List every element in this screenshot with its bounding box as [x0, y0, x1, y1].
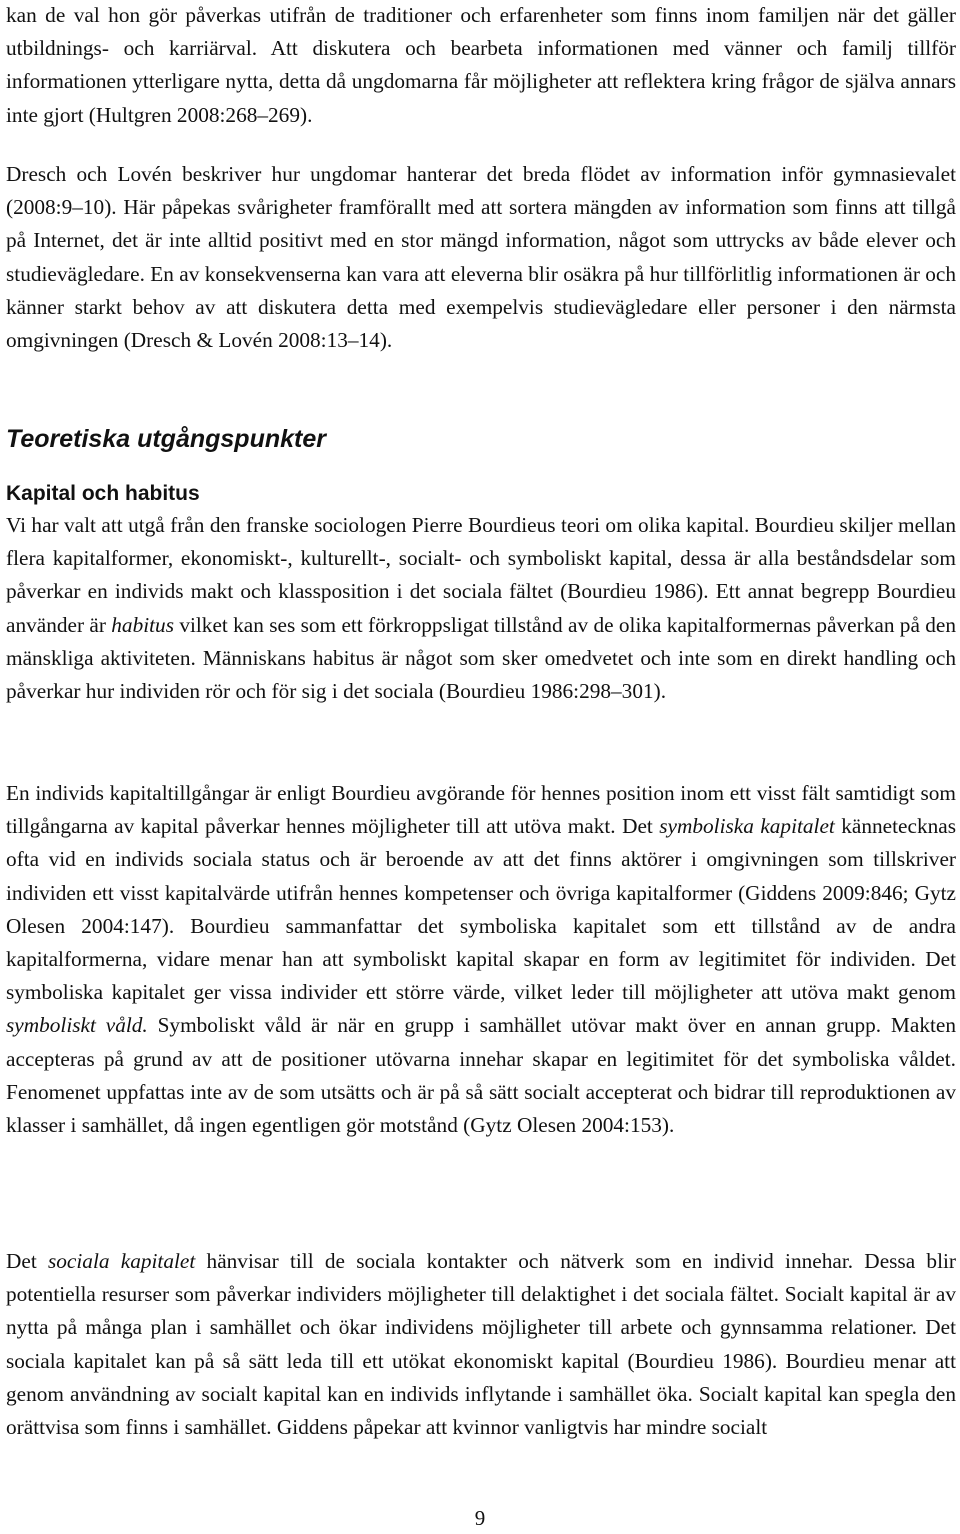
paragraph-2: Dresch och Lovén beskriver hur ungdomar hanterar det breda flödet av information inför gymnasievalet (2008:9–10). Här påpekas svårigheter framförallt med att sortera mängden av information som finns att tillgå på Internet, det är inte alltid positivt med en stor mängd information, något som uttrycks av både elever och studievägledare. En av konsekvenserna kan vara att eleverna blir osäkra på hur tillförlitlig informationen är och känner starkt behov av att diskutera detta med exempelvis studievägledare eller personer i den närmsta omgivningen (Dresch & Lovén 2008:13–14).	[6, 162, 956, 353]
paragraph-3-emphasis: habitus	[111, 612, 174, 637]
paragraph-3	[6, 509, 956, 708]
page-number: 9	[474, 1506, 486, 1530]
paragraph-4-text-b: kännetecknas ofta vid en individs sociala status och är beroende av att det finns aktörer i omgivningen som tillskriver individen ett visst kapitalvärde utifrån hennes kompetenser och övriga kapitalformer (Giddens 2009:846; Gytz Olesen 2004:147). Bourdieu sammanfattar det symboliska kapitalet som ett tillstånd av de andra kapitalformerna, vidare menar han att symboliskt kapital skapar en form av legitimitet för individen. Det symboliska kapitalet ger vissa individer ett större värde, vilket leder till möjligheter att utöva makt genom	[6, 814, 956, 1005]
paragraph-5-emphasis: sociala kapitalet	[48, 1249, 196, 1273]
paragraph-5-text-a: Det	[6, 1249, 48, 1273]
paragraph-3-text-a: Vi har valt att utgå från den franske sociologen Pierre Bourdieus teori om olika kapital. Bourdieu skiljer mellan flera kapitalformer, ekonomiskt-, kulturellt-, socialt- och symboliskt kapital, dessa är alla beståndsdelar som påverkar en individs makt och klassposition i det sociala fältet (Bourdieu 1986). Ett annat begrepp Bourdieu använder är	[6, 513, 956, 637]
paragraph-4-emphasis-2: symboliskt våld.	[6, 1013, 148, 1038]
paragraph-5-text-b: hänvisar till de sociala kontakter och nätverk som en individ innehar. Dessa blir potentiella resurser som påverkar individers möjligheter till delaktighet i det sociala fältet. Socialt kapital är av nytta på många plan i samhället och ökar individens möjligheter till arbete och gynnsamma relationer. Det sociala kapitalet kan på så sätt leda till ett utökat ekonomiskt kapital (Bourdieu 1986). Bourdieu menar att genom användning av socialt kapital kan en individs inflytande i samhället öka. Socialt kapital kan spegla den orättvisa som finns i samhället. Giddens påpekar att kvinnor vanligtvis har mindre socialt	[6, 1249, 956, 1440]
paragraph-1: kan de val hon gör påverkas utifrån de traditioner och erfarenheter som finns inom familjen när det gäller utbildnings- och karriärval. Att diskutera och bearbeta informationen med vänner och familj tillför informationen ytterligare nytta, detta då ungdomarna får möjligheter att reflektera kring frågor de själva annars inte gjort (Hultgren 2008:268–269).	[6, 3, 956, 127]
section-heading: Teoretiska utgångspunkter	[6, 425, 326, 453]
paragraph-4-emphasis-1: symboliska kapitalet	[659, 814, 835, 839]
paragraph-3-text-b: vilket kan ses som ett förkroppsligat tillstånd av de olika kapitalformernas påverkan på den mänskliga aktiviteten. Människans habitus är något som sker omedvetet och inte som en direkt handling och påverkar hur individen rör och för sig i det sociala (Bourdieu 1986:298–301).	[6, 612, 956, 704]
paragraph-4-text-a: En individs kapitaltillgångar är enligt Bourdieu avgörande för hennes position inom ett visst fält samtidigt som tillgångarna av kapital påverkar hennes möjligheter till att utöva makt. Det	[6, 781, 956, 839]
paragraph-4-text-c: Symboliskt våld är när en grupp i samhället utövar makt över en annan grupp. Makten accepteras på grund av att de positioner utövarna innehar skapar en legitimitet för det symboliska våldet. Fenomenet uppfattas inte av de som utsätts och är på så sätt socialt accepterat och bidrar till reproduktionen av klasser i samhället, då ingen egentligen gör motstånd (Gytz Olesen 2004:153).	[6, 1013, 956, 1138]
paragraph-4	[6, 777, 956, 1142]
subheading: Kapital och habitus	[6, 482, 200, 505]
paragraph-5	[6, 1245, 956, 1444]
